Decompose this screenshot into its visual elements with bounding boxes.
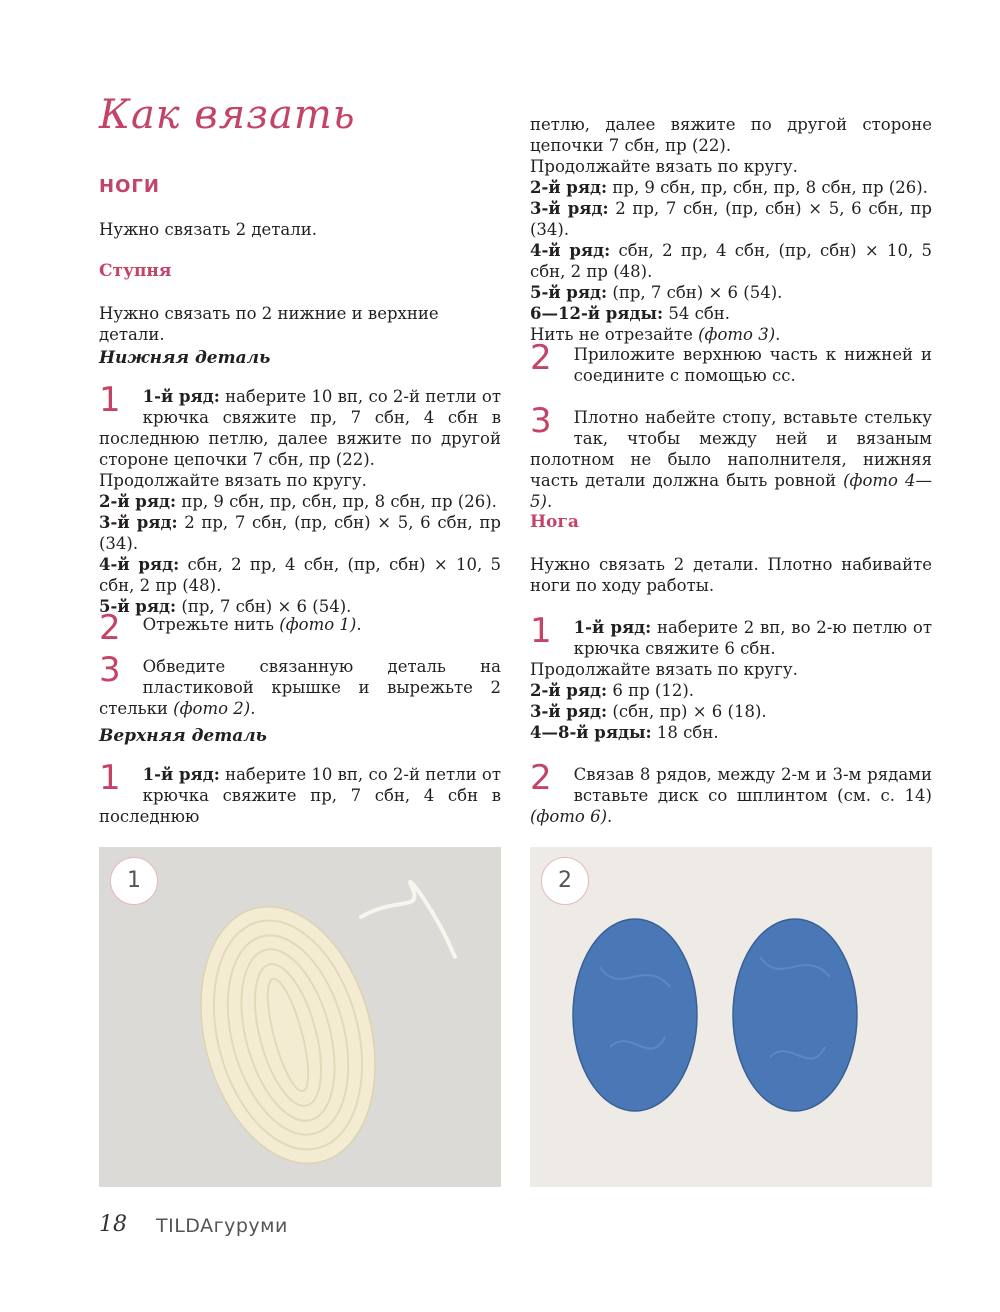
- row-label: 5-й ряд:: [99, 597, 177, 616]
- step-end: .: [250, 699, 256, 718]
- step-number: 1: [99, 758, 121, 798]
- upper-step-1-continued: [530, 114, 932, 345]
- photo-ref: (фото 2): [173, 699, 251, 718]
- row-text: сбн, 2 пр, 4 сбн, (пр, сбн) × 10, 5 сбн, 2 пр (48).: [99, 555, 501, 595]
- row-label: 1-й ряд:: [142, 387, 220, 406]
- row-label: 1-й ряд:: [573, 618, 652, 637]
- photo-crochet-sole: [99, 847, 501, 1187]
- row-label: 3-й ряд:: [530, 199, 609, 218]
- row-text: (сбн, пр) × 6 (18).: [607, 702, 767, 721]
- leg-step-1: [530, 611, 932, 743]
- row-label: 5-й ряд:: [530, 283, 608, 302]
- continue-text: Продолжайте вязать по кругу.: [530, 157, 798, 176]
- photo-ref: (фото 4—5): [530, 471, 933, 511]
- step-number: 3: [99, 650, 121, 690]
- upper-heading: Верхняя деталь: [99, 726, 267, 746]
- step-number: 1: [530, 611, 552, 651]
- row-label: 3-й ряд:: [99, 513, 178, 532]
- leg-intro: Нужно связать 2 детали. Плотно набивайте ноги по ходу работы.: [530, 555, 932, 595]
- photo-badge: 1: [110, 857, 158, 905]
- cont-text: петлю, далее вяжите по другой стороне цепочки 7 сбн, пр (22).: [530, 115, 932, 155]
- crochet-sole-illustration: [99, 847, 501, 1187]
- page-number: 18: [99, 1212, 127, 1237]
- step-text: Плотно набейте стопу, вставьте стельку так, чтобы между ней и вязаным полотном не было наполнителя, нижняя часть детали должна быть ровной: [530, 408, 932, 490]
- step-end: .: [546, 492, 553, 511]
- row-text: 6 пр (12).: [607, 681, 695, 700]
- row-line: [99, 554, 501, 596]
- insole-right: [733, 919, 857, 1111]
- crochet-sole: [174, 887, 402, 1183]
- page-title: Как вязать: [99, 92, 356, 138]
- continue-text: Продолжайте вязать по кругу.: [530, 660, 798, 679]
- step-end: .: [356, 615, 362, 634]
- row-text: пр, 9 сбн, пр, сбн, пр, 8 сбн, пр (26).: [176, 492, 497, 511]
- row-line: [530, 177, 932, 198]
- step-text: наберите 2 вп, во 2-ю петлю от крючка свяжите 6 сбн.: [573, 618, 932, 658]
- foot-heading: Ступня: [99, 261, 172, 281]
- row-text: 2 пр, 7 сбн, (пр, сбн) × 5, 6 сбн, пр (34).: [99, 513, 501, 553]
- row-label: 4-й ряд:: [530, 241, 611, 260]
- row-text: (пр, 7 сбн) × 6 (54).: [607, 283, 783, 302]
- row-label: 2-й ряд:: [99, 492, 177, 511]
- photo-insoles: [530, 847, 932, 1187]
- step-text: наберите 10 вп, со 2-й петли от крючка свяжите пр, 7 сбн, 4 сбн в последнюю: [99, 765, 501, 826]
- row-line: [530, 680, 932, 701]
- step-number: 2: [530, 758, 552, 798]
- row-text: сбн, 2 пр, 4 сбн, (пр, сбн) × 10, 5 сбн, 2 пр (48).: [530, 241, 932, 281]
- photo-ref: (фото 3): [698, 325, 776, 344]
- row-line: [530, 722, 932, 743]
- row-line: [99, 512, 501, 554]
- lower-step-3: [99, 650, 501, 719]
- step-text: наберите 10 вп, со 2-й петли от крючка свяжите пр, 7 сбн, 4 сбн в последнюю петлю, далее вяжите по другой стороне цепочки 7 сбн, пр (22).: [99, 387, 501, 469]
- photo-ref: (фото 6): [530, 807, 608, 826]
- photo-badge: 2: [541, 857, 589, 905]
- photo-ref: (фото 1): [279, 615, 357, 634]
- row-line: [530, 240, 932, 282]
- section-intro: Нужно связать 2 детали.: [99, 220, 317, 239]
- row-text: 2 пр, 7 сбн, (пр, сбн) × 5, 6 сбн, пр (34).: [530, 199, 932, 239]
- row-text: пр, 9 сбн, пр, сбн, пр, 8 сбн, пр (26).: [607, 178, 928, 197]
- step-text: Отрежьте нить: [142, 615, 280, 634]
- row-line: [530, 282, 932, 303]
- row-line: [99, 491, 501, 512]
- row-line: [530, 303, 932, 324]
- row-label: 4—8-й ряды:: [530, 723, 652, 742]
- yarn-tail: [361, 882, 455, 957]
- continue-text: Продолжайте вязать по кругу.: [99, 471, 367, 490]
- row-label: 2-й ряд:: [530, 178, 608, 197]
- step-number: 2: [530, 338, 552, 378]
- step-text: Приложите верхнюю часть к нижней и соедините с помощью сс.: [573, 345, 932, 385]
- brand-name: TILDAгуруми: [156, 1215, 288, 1237]
- leg-step-2: [530, 758, 932, 827]
- insoles-illustration: [530, 847, 932, 1187]
- step-number: 3: [530, 401, 552, 441]
- foot-intro: Нужно связать по 2 нижние и верхние детали.: [99, 304, 439, 344]
- lower-heading: Нижняя деталь: [99, 348, 271, 368]
- step-number: 2: [99, 608, 121, 648]
- no-cut-line: [530, 324, 932, 345]
- no-cut-text: Нить не отрезайте: [530, 325, 699, 344]
- lower-step-2: [99, 608, 501, 648]
- upper-step-2: [530, 338, 932, 386]
- upper-step-3: [530, 401, 933, 512]
- step-end: .: [607, 807, 613, 826]
- row-label: 3-й ряд:: [530, 702, 608, 721]
- lower-step-1: [99, 380, 501, 617]
- leg-heading: Нога: [530, 512, 579, 532]
- row-text: 18 сбн.: [651, 723, 719, 742]
- row-label: 6—12-й ряды:: [530, 304, 664, 323]
- upper-step-1: [99, 758, 501, 827]
- row-text: 54 сбн.: [663, 304, 731, 323]
- row-label: 2-й ряд:: [530, 681, 608, 700]
- row-line: [530, 198, 932, 240]
- step-text: Обведите связанную деталь на пластиковой крышке и вырежьте 2 стельки: [99, 657, 501, 718]
- row-label: 4-й ряд:: [99, 555, 180, 574]
- no-cut-end: .: [775, 325, 781, 344]
- insole-left: [573, 919, 697, 1111]
- row-text: (пр, 7 сбн) × 6 (54).: [176, 597, 352, 616]
- step-number: 1: [99, 380, 121, 420]
- row-line: [530, 701, 932, 722]
- row-label: 1-й ряд:: [142, 765, 220, 784]
- step-text: Связав 8 рядов, между 2-м и 3-м рядами вставьте диск со шплинтом (см. с. 14): [573, 765, 932, 805]
- section-heading: НОГИ: [99, 176, 160, 197]
